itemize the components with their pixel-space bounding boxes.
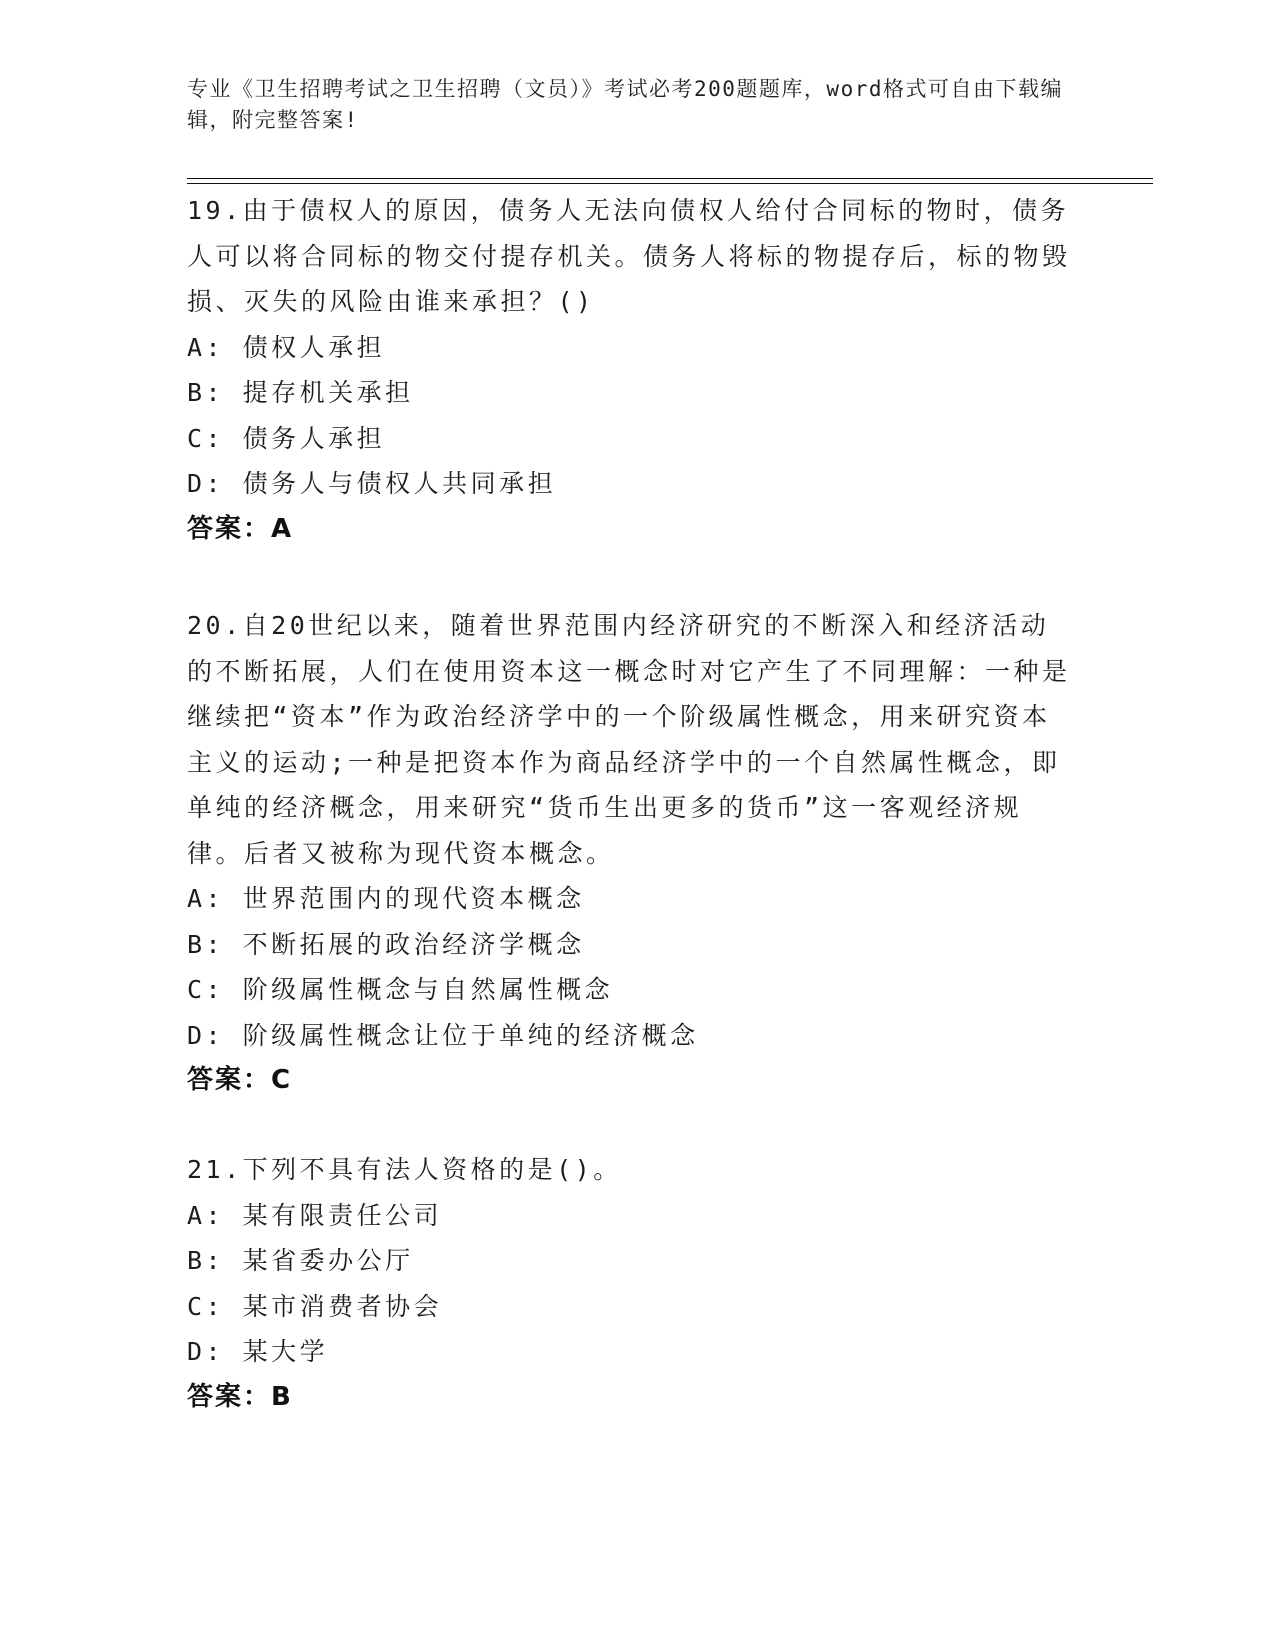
option-c: C: 债务人承担 [187,423,386,453]
option-d: D: 某大学 [187,1337,329,1366]
option-a: A: 债权人承担 [187,332,386,362]
question-20 [187,603,1077,1104]
option-c: C: 某市消费者协会 [187,1291,443,1321]
option-d: D: 阶级属性概念让位于单纯的经济概念 [187,1020,699,1050]
option-b: B: 不断拓展的政治经济学概念 [187,929,585,959]
option-b: B: 提存机关承担 [187,378,414,407]
option-a: A: 世界范围内的现代资本概念 [187,884,585,913]
question-stem: 19.由于债权人的原因，债务人无法向债权人给付合同标的物时，债务人可以将合同标的物交付提存机关。债务人将标的物提存后，标的物毁损、灭失的风险由谁来承担？() [187,196,1071,316]
option-d: D: 债务人与债权人共同承担 [187,469,557,498]
answer-label: 答案：C [187,1065,293,1095]
header-divider-bottom [187,183,1153,184]
option-a: A: 某有限责任公司 [187,1200,443,1230]
answer-label: 答案：B [187,1381,293,1412]
option-b: B: 某省委办公厅 [187,1246,414,1275]
question-stem: 20.自20世纪以来，随着世界范围内经济研究的不断深入和经济活动的不断拓展，人们在使用资本这一概念时对它产生了不同理解：一种是继续把“资本”作为政治经济学中的一个阶级属性概念，用来研究资本主义的运动;一种是把资本作为商品经济学中的一个自然属性概念，即单纯的经济概念，用来研究“货币生出更多的货币”这一客观经济规律。后者又被称为现代资本概念。 [187,611,1071,868]
option-c: C: 阶级属性概念与自然属性概念 [187,975,614,1004]
header-divider-top [187,178,1153,179]
question-stem: 21.下列不具有法人资格的是()。 [187,1155,622,1184]
document-header: 专业《卫生招聘考试之卫生招聘（文员）》考试必考200题题库，word格式可自由下载编辑，附完整答案! [187,77,1063,132]
answer-label: 答案：A [187,513,294,544]
question-19 [187,188,1077,552]
question-21 [187,1147,1077,1420]
